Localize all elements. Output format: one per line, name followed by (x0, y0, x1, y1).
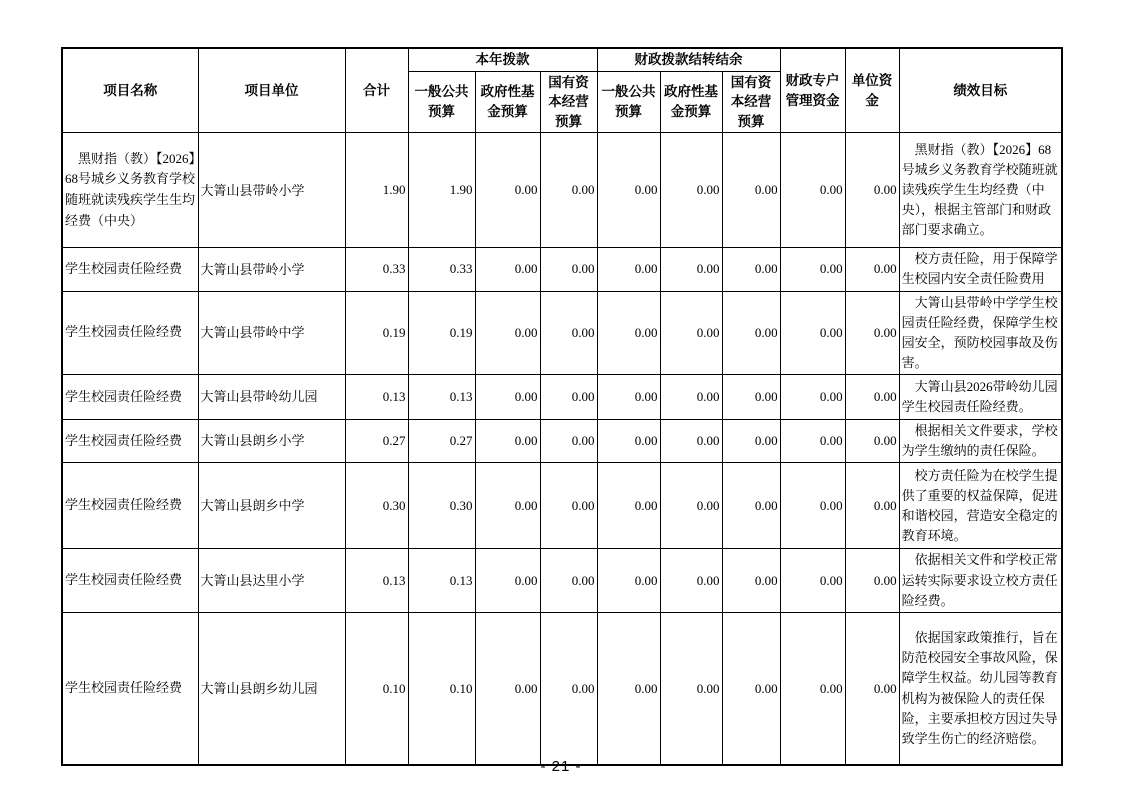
cell-project-name: 学生校园责任险经费 (62, 420, 198, 463)
header-fiscal-special-account: 财政专户管理资金 (780, 48, 845, 133)
header-cy-gov-fund: 政府性基金预算 (475, 71, 540, 133)
table-row (62, 375, 1062, 420)
cell-fiscal-special-account: 0.00 (780, 420, 845, 463)
cell-unit-funds: 0.00 (845, 612, 899, 765)
cell-co-general-public: 0.00 (597, 612, 660, 765)
cell-co-general-public: 0.00 (597, 291, 660, 375)
header-project-unit: 项目单位 (198, 48, 345, 133)
cell-co-general-public: 0.00 (597, 248, 660, 291)
cell-cy-state-capital: 0.00 (540, 549, 597, 612)
cell-performance-goal: 校方责任险，用于保障学生校园内安全责任险费用 (899, 248, 1062, 291)
cell-performance-goal: 依据国家政策推行，旨在防范校园安全事故风险，保障学生权益。幼儿园等教育机构为被保险人的责任保险，主要承担校方因过失导致学生伤亡的经济赔偿。 (899, 612, 1062, 765)
table-row (62, 248, 1062, 291)
cell-cy-state-capital: 0.00 (540, 133, 597, 248)
table-row (62, 612, 1062, 765)
cell-performance-goal: 大箐山县带岭中学学生校园责任险经费，保障学生校园安全，预防校园事故及伤害。 (899, 291, 1062, 375)
cell-cy-gov-fund: 0.00 (475, 549, 540, 612)
header-cy-general-public: 一般公共预算 (408, 71, 475, 133)
page-number: - 21 - (540, 758, 582, 775)
cell-co-state-capital: 0.00 (722, 133, 780, 248)
header-carryover-group: 财政拨款结转结余 (597, 48, 780, 71)
header-total: 合计 (345, 48, 408, 133)
cell-cy-general-public: 0.19 (408, 291, 475, 375)
cell-project-name: 学生校园责任险经费 (62, 375, 198, 420)
cell-unit-funds: 0.00 (845, 549, 899, 612)
cell-fiscal-special-account: 0.00 (780, 291, 845, 375)
cell-total: 0.30 (345, 463, 408, 549)
cell-co-state-capital: 0.00 (722, 291, 780, 375)
cell-co-state-capital: 0.00 (722, 375, 780, 420)
cell-project-unit: 大箐山县带岭小学 (198, 133, 345, 248)
cell-fiscal-special-account: 0.00 (780, 248, 845, 291)
header-unit-funds: 单位资金 (845, 48, 899, 133)
cell-cy-general-public: 0.10 (408, 612, 475, 765)
cell-performance-goal: 大箐山县2026带岭幼儿园学生校园责任险经费。 (899, 375, 1062, 420)
cell-co-gov-fund: 0.00 (660, 291, 722, 375)
cell-co-gov-fund: 0.00 (660, 463, 722, 549)
cell-fiscal-special-account: 0.00 (780, 463, 845, 549)
cell-project-name: 学生校园责任险经费 (62, 549, 198, 612)
cell-total: 0.33 (345, 248, 408, 291)
header-performance-goal: 绩效目标 (899, 48, 1062, 133)
cell-project-unit: 大箐山县带岭中学 (198, 291, 345, 375)
cell-co-general-public: 0.00 (597, 375, 660, 420)
cell-project-name: 学生校园责任险经费 (62, 248, 198, 291)
cell-total: 0.10 (345, 612, 408, 765)
table-row (62, 549, 1062, 612)
cell-co-gov-fund: 0.00 (660, 420, 722, 463)
cell-cy-gov-fund: 0.00 (475, 612, 540, 765)
cell-co-state-capital: 0.00 (722, 549, 780, 612)
cell-cy-state-capital: 0.00 (540, 420, 597, 463)
budget-table (61, 47, 1063, 766)
cell-unit-funds: 0.00 (845, 463, 899, 549)
cell-cy-gov-fund: 0.00 (475, 463, 540, 549)
cell-fiscal-special-account: 0.00 (780, 133, 845, 248)
cell-performance-goal: 依据相关文件和学校正常运转实际要求设立校方责任险经费。 (899, 549, 1062, 612)
table-row (62, 133, 1062, 248)
cell-project-name: 学生校园责任险经费 (62, 291, 198, 375)
cell-co-state-capital: 0.00 (722, 420, 780, 463)
table-header (62, 48, 1062, 133)
cell-co-state-capital: 0.00 (722, 463, 780, 549)
cell-unit-funds: 0.00 (845, 133, 899, 248)
cell-total: 0.13 (345, 375, 408, 420)
cell-cy-general-public: 0.33 (408, 248, 475, 291)
cell-total: 0.13 (345, 549, 408, 612)
cell-fiscal-special-account: 0.00 (780, 549, 845, 612)
cell-cy-gov-fund: 0.00 (475, 248, 540, 291)
cell-project-unit: 大箐山县朗乡幼儿园 (198, 612, 345, 765)
cell-co-gov-fund: 0.00 (660, 612, 722, 765)
cell-unit-funds: 0.00 (845, 375, 899, 420)
cell-co-general-public: 0.00 (597, 549, 660, 612)
cell-co-general-public: 0.00 (597, 463, 660, 549)
cell-cy-state-capital: 0.00 (540, 375, 597, 420)
table-body (62, 133, 1062, 766)
cell-co-general-public: 0.00 (597, 133, 660, 248)
cell-cy-gov-fund: 0.00 (475, 420, 540, 463)
cell-unit-funds: 0.00 (845, 248, 899, 291)
cell-performance-goal: 黑财指（教）【2026】68号城乡义务教育学校随班就读残疾学生生均经费（中央），根据主管部门和财政部门要求确立。 (899, 133, 1062, 248)
header-current-year-group: 本年拨款 (408, 48, 597, 71)
cell-project-unit: 大箐山县朗乡中学 (198, 463, 345, 549)
cell-unit-funds: 0.00 (845, 420, 899, 463)
table-row (62, 420, 1062, 463)
table-row (62, 291, 1062, 375)
cell-cy-state-capital: 0.00 (540, 463, 597, 549)
cell-co-general-public: 0.00 (597, 420, 660, 463)
cell-project-unit: 大箐山县带岭小学 (198, 248, 345, 291)
cell-co-gov-fund: 0.00 (660, 375, 722, 420)
cell-cy-gov-fund: 0.00 (475, 291, 540, 375)
cell-project-name: 黑财指（教）【2026】68号城乡义务教育学校随班就读残疾学生生均经费（中央） (62, 133, 198, 248)
cell-fiscal-special-account: 0.00 (780, 612, 845, 765)
cell-cy-general-public: 0.27 (408, 420, 475, 463)
cell-cy-general-public: 0.13 (408, 375, 475, 420)
cell-total: 1.90 (345, 133, 408, 248)
cell-total: 0.19 (345, 291, 408, 375)
cell-co-gov-fund: 0.00 (660, 133, 722, 248)
cell-cy-general-public: 1.90 (408, 133, 475, 248)
cell-cy-state-capital: 0.00 (540, 248, 597, 291)
cell-cy-general-public: 0.13 (408, 549, 475, 612)
cell-performance-goal: 校方责任险为在校学生提供了重要的权益保障，促进和谐校园，营造安全稳定的教育环境。 (899, 463, 1062, 549)
cell-project-name: 学生校园责任险经费 (62, 463, 198, 549)
header-cy-state-capital: 国有资本经营预算 (540, 71, 597, 133)
cell-unit-funds: 0.00 (845, 291, 899, 375)
cell-co-gov-fund: 0.00 (660, 248, 722, 291)
cell-project-unit: 大箐山县朗乡小学 (198, 420, 345, 463)
cell-project-name: 学生校园责任险经费 (62, 612, 198, 765)
table-row (62, 463, 1062, 549)
header-co-general-public: 一般公共预算 (597, 71, 660, 133)
cell-co-state-capital: 0.00 (722, 612, 780, 765)
cell-project-unit: 大箐山县达里小学 (198, 549, 345, 612)
cell-total: 0.27 (345, 420, 408, 463)
cell-cy-gov-fund: 0.00 (475, 133, 540, 248)
cell-fiscal-special-account: 0.00 (780, 375, 845, 420)
cell-cy-state-capital: 0.00 (540, 612, 597, 765)
cell-performance-goal: 根据相关文件要求，学校为学生缴纳的责任保险。 (899, 420, 1062, 463)
cell-cy-state-capital: 0.00 (540, 291, 597, 375)
cell-cy-gov-fund: 0.00 (475, 375, 540, 420)
header-co-gov-fund: 政府性基金预算 (660, 71, 722, 133)
cell-cy-general-public: 0.30 (408, 463, 475, 549)
cell-co-gov-fund: 0.00 (660, 549, 722, 612)
header-co-state-capital: 国有资本经营预算 (722, 71, 780, 133)
cell-co-state-capital: 0.00 (722, 248, 780, 291)
cell-project-unit: 大箐山县带岭幼儿园 (198, 375, 345, 420)
header-project-name: 项目名称 (62, 48, 198, 133)
